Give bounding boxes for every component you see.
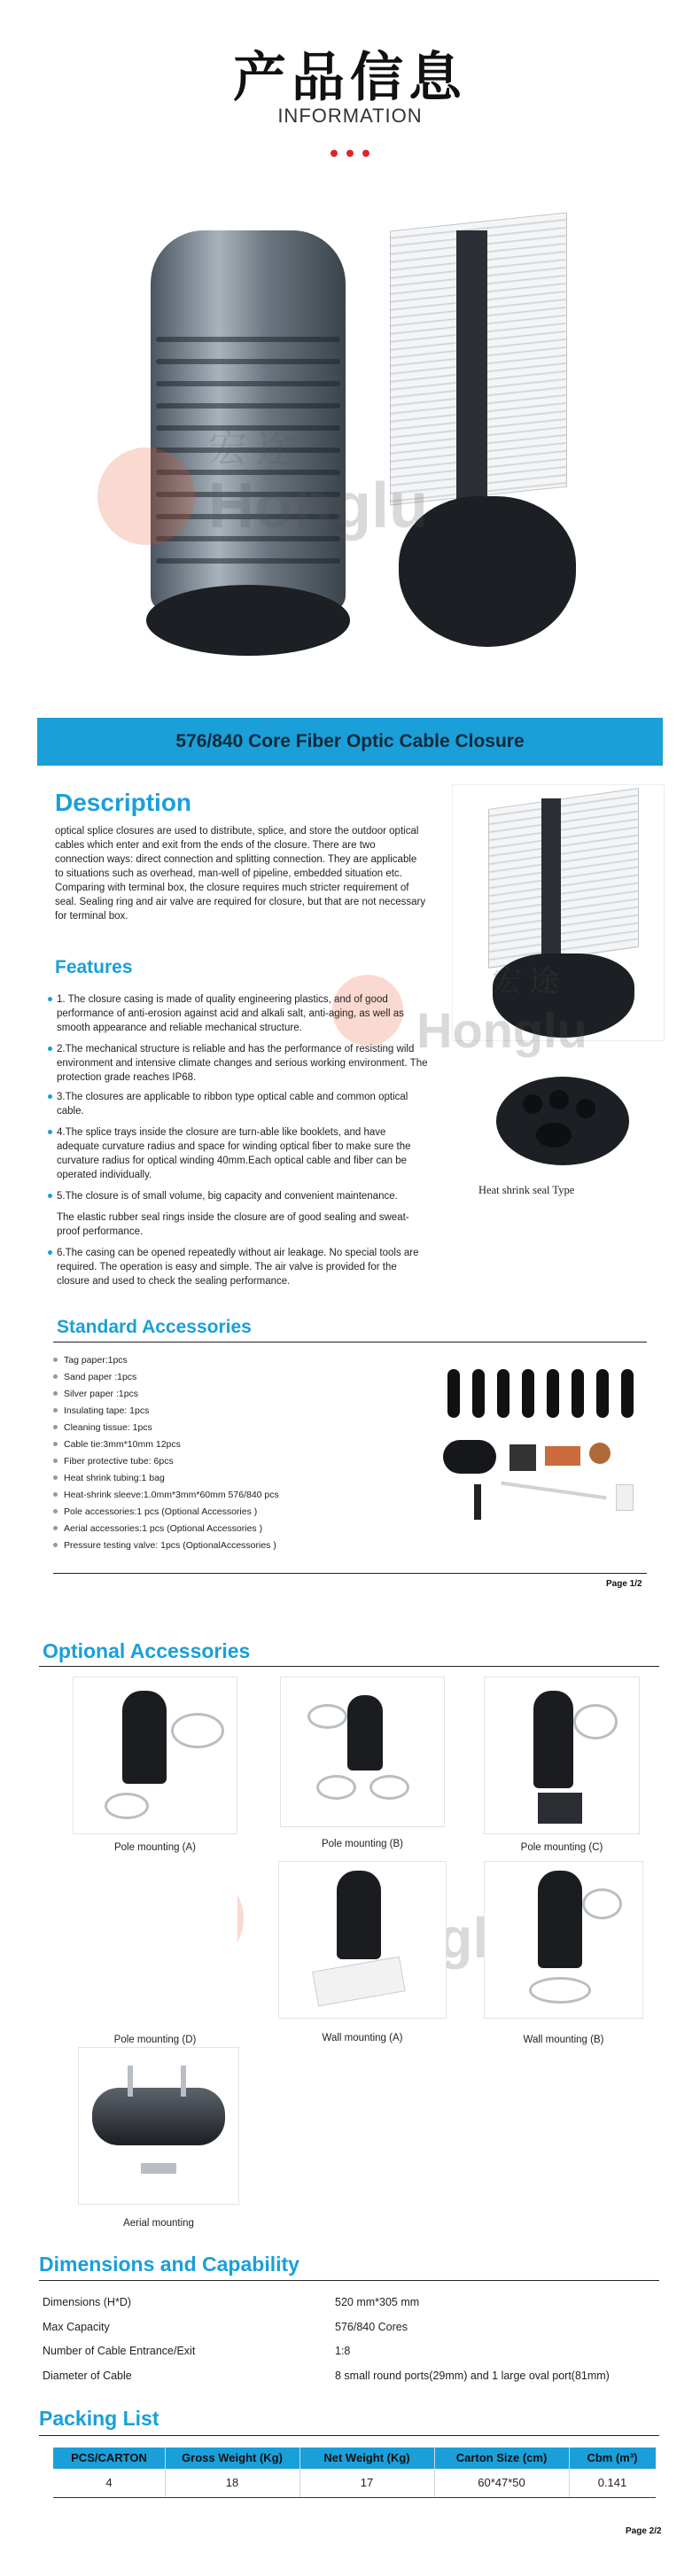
page-subtitle: INFORMATION: [277, 105, 423, 127]
feature-item: 5.The closure is of small volume, big capacity and convenient maintenance.: [57, 1189, 429, 1203]
accessory-item: Fiber protective tube: 6pcs: [64, 1455, 174, 1467]
accessory-item: Heat-shrink sleeve:1.0mm*3mm*60mm 576/840 pcs: [64, 1489, 279, 1501]
dimension-label: Diameter of Cable: [43, 2370, 132, 2382]
caption: Pole mounting (D): [113, 2035, 197, 2045]
accessory-item: Insulating tape: 1pcs: [64, 1405, 149, 1417]
page-number-2: Page 2/2: [626, 2526, 662, 2536]
features-heading: Features: [55, 957, 133, 977]
caption: Wall mounting (A): [322, 2033, 403, 2043]
caption: Pole mounting (C): [520, 1842, 603, 1853]
product-title-banner: 576/840 Core Fiber Optic Cable Closure: [37, 718, 663, 766]
feature-item: 1. The closure casing is made of quality engineering plastics, and of good performance of anti-erosion against acid and alkali salt, anti-aging, as well as smooth appearance and reliable mechanical structure.: [57, 992, 429, 1035]
pole-mounting-a-image: [73, 1677, 237, 1834]
dimension-value: 520 mm*305 mm: [335, 2296, 420, 2308]
table-header: Cbm (m³): [587, 2451, 638, 2464]
description-heading: Description: [55, 789, 192, 816]
page-number-1: Page 1/2: [606, 1579, 642, 1589]
feature-item: 4.The splice trays inside the closure are turn-able like booklets, and have adequate curvature radius and space for winding optical fiber to make sure the curvature radius for optical winding 40mm.Each optical cable and fiber can be operated individually.: [57, 1125, 429, 1182]
aerial-mounting-image: [78, 2047, 239, 2205]
dimension-label: Dimensions (H*D): [43, 2296, 132, 2308]
accessory-kit-image: [439, 1365, 660, 1546]
table-cell: 17: [360, 2476, 374, 2489]
feature-item: 6.The casing can be opened repeatedly without air leakage. No special tools are required. The operation is easy and simple. The air valve is provided for the closure and used to check the sealing performance.: [57, 1246, 429, 1288]
table-cell: 0.141: [597, 2476, 627, 2489]
dimension-value: 576/840 Cores: [335, 2321, 408, 2333]
feature-item: The elastic rubber seal rings inside the closure are of good sealing and sweat-proof performance.: [57, 1212, 409, 1237]
pole-mounting-d-image: [73, 1870, 237, 2017]
caption: Pole mounting (A): [113, 1842, 197, 1853]
accessory-item: Tag paper:1pcs: [64, 1354, 128, 1366]
description-text: optical splice closures are used to distribute, splice, and store the outdoor optical cables which enter and exit from the ends of the closure. There are two connection ways: direct connection and splitting connection. They are applicable to situations such as overhead, man-well of pipeline, embedded situation etc. Comparing with terminal box, the closure requires much stricter requirement of seal. Sealing ring and air valve are required for closure, but that are not necessary for terminal box.: [55, 826, 426, 922]
dimension-value: 1:8: [335, 2345, 351, 2357]
feature-item: 3.The closures are applicable to ribbon type optical cable and common optical cable.: [57, 1090, 429, 1118]
dimension-value: 8 small round ports(29mm) and 1 large oval port(81mm): [335, 2370, 610, 2382]
accessory-item: Cable tie:3mm*10mm 12pcs: [64, 1438, 181, 1451]
dimension-label: Max Capacity: [43, 2321, 110, 2333]
caption: Aerial mounting: [123, 2218, 194, 2229]
accessory-item: Silver paper :1pcs: [64, 1388, 138, 1400]
accessory-item: Pole accessories:1 pcs (Optional Accessories ): [64, 1506, 257, 1518]
pole-mounting-c-image: [484, 1677, 640, 1834]
accessory-item: Sand paper :1pcs: [64, 1371, 136, 1383]
feature-item: 2.The mechanical structure is reliable and has the performance of resisting wild environment and intensive climate changes and serious working environment. The protection grade reaches IP68.: [57, 1042, 429, 1085]
table-header: Gross Weight (Kg): [182, 2451, 283, 2464]
table-cell: 4: [105, 2476, 113, 2489]
accessory-item: Heat shrink tubing:1 bag: [64, 1472, 165, 1484]
watermark-logo: [97, 447, 195, 545]
page-title: 产品信息: [233, 47, 467, 109]
accessory-item: Cleaning tissue: 1pcs: [64, 1421, 152, 1434]
standard-accessories-heading: Standard Accessories: [57, 1317, 252, 1337]
caption: Wall mounting (B): [523, 2035, 604, 2045]
table-header: Carton Size (cm): [455, 2451, 548, 2464]
hero-product-photo: [97, 204, 594, 665]
packing-table: [53, 2448, 656, 2501]
wall-mounting-a-image: [278, 1861, 447, 2019]
pole-mounting-b-image: [280, 1677, 445, 1827]
wall-mounting-b-image: [484, 1861, 643, 2019]
dimension-label: Number of Cable Entrance/Exit: [43, 2345, 196, 2357]
caption: Pole mounting (B): [321, 1839, 404, 1849]
table-cell: 18: [225, 2476, 239, 2489]
optional-accessories-heading: Optional Accessories: [43, 1639, 251, 1662]
dimensions-heading: Dimensions and Capability: [39, 2253, 299, 2276]
heat-shrink-caption: Heat shrink seal Type: [478, 1184, 575, 1196]
title-dots: [0, 145, 700, 161]
table-header: Net Weight (Kg): [323, 2451, 410, 2464]
table-cell: 60*47*50: [478, 2476, 525, 2489]
heat-shrink-image: [461, 1068, 656, 1174]
packing-heading: Packing List: [39, 2407, 159, 2430]
accessory-item: Pressure testing valve: 1pcs (OptionalAccessories ): [64, 1539, 276, 1552]
accessory-item: Aerial accessories:1 pcs (Optional Accessories ): [64, 1522, 262, 1535]
table-header: PCS/CARTON: [71, 2451, 147, 2464]
